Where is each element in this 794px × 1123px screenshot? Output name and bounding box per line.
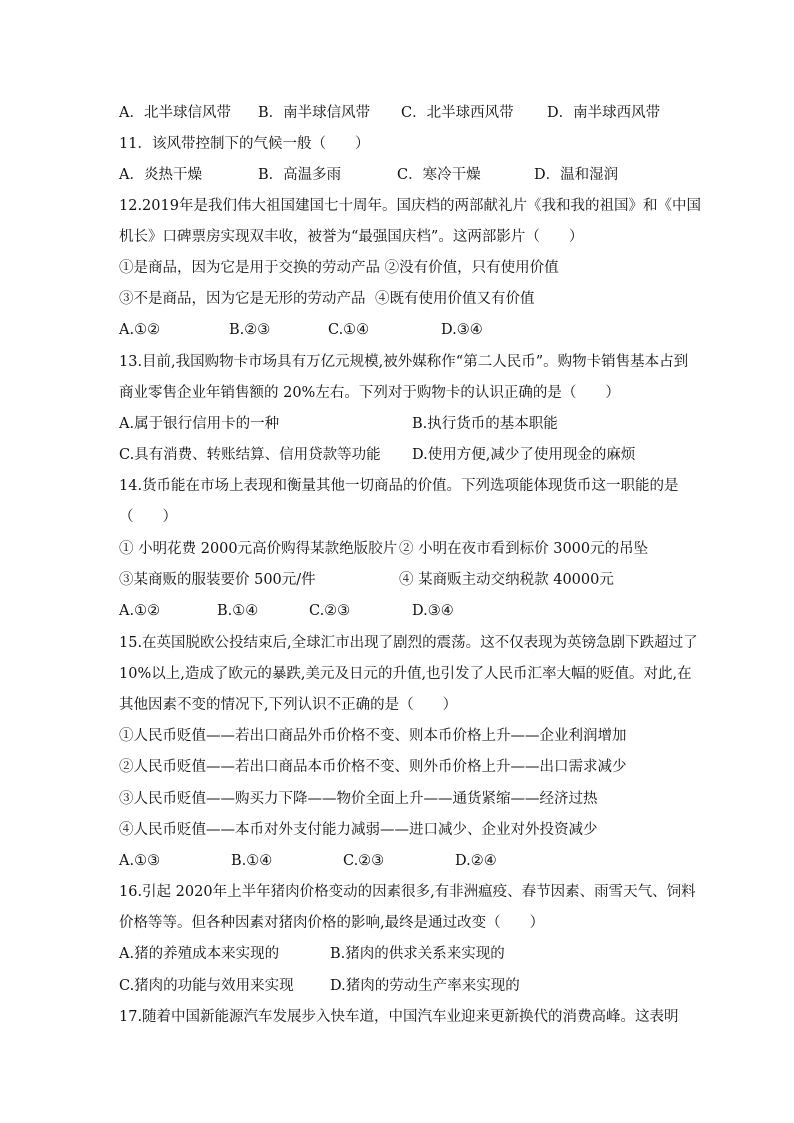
statement-text: ①人民币贬值——若出口商品外币价格不变、则本币价格上升——企业利润增加 [119, 728, 627, 744]
option-a: A.①② [119, 322, 161, 338]
option-a: A.属于银行信用卡的一种 [119, 416, 280, 432]
option-d: D．南半球西风带 [547, 105, 661, 121]
question-text: 15.在英国脱欧公投结束后,全球汇市出现了剧烈的震荡。这不仅表现为英镑急剧下跌超过了 [119, 635, 698, 651]
option-c: C.猪肉的功能与效用来实现 [119, 978, 294, 994]
option-c: C.②③ [343, 853, 385, 869]
question-text: 11．该风带控制下的气候一般（ ） [119, 136, 370, 152]
statement-2: ② 小明在夜市看到标价 3000元的吊坠 [399, 541, 649, 557]
statement-text: ④人民币贬值——本币对外支付能力减弱——进口减少、企业对外投资减少 [119, 822, 598, 838]
option-d: D.③④ [441, 322, 483, 338]
option-a: A.①③ [119, 853, 161, 869]
question-text: 机长》口碑票房实现双丰收，被誉为“最强国庆档”。这两部影片（ ） [119, 229, 584, 245]
option-d: D.使用方便,减少了使用现金的麻烦 [412, 447, 636, 463]
statement-4: ④ 某商贩主动交纳税款 40000元 [399, 572, 614, 588]
option-d: D.猪肉的劳动生产率来实现的 [330, 978, 520, 994]
statement-text: ①是商品，因为它是用于交换的劳动产品 ②没有价值，只有使用价值 [119, 260, 559, 276]
statement-text: ③人民币贬值——购买力下降——物价全面上升——通货紧缩——经济过热 [119, 791, 598, 807]
question-text: 17.随着中国新能源汽车发展步入快车道，中国汽车业迎来更新换代的消费高峰。这表明 [119, 1009, 679, 1025]
answer-blank: （ ） [119, 509, 177, 525]
question-text: 其他因素不变的情况下,下列认识不正确的是（ ） [119, 697, 458, 713]
option-b: B.①④ [231, 853, 273, 869]
option-c: C.②③ [309, 603, 351, 619]
option-c: C．北半球西风带 [401, 105, 514, 121]
option-d: D．温和湿润 [534, 167, 619, 183]
option-b: B.执行货币的基本职能 [412, 416, 558, 432]
option-d: D.②④ [455, 853, 497, 869]
question-text: 13.目前,我国购物卡市场具有万亿元规模,被外媒称作“第二人民币”。购物卡销售基本占到 [119, 354, 689, 370]
question-text: 价格等等。但各种因素对猪肉价格的影响,最终是通过改变（ ） [119, 915, 545, 931]
statement-4: ④既有使用价值又有价值 [375, 291, 535, 307]
option-a: A.①② [119, 603, 161, 619]
statement-3: ③不是商品，因为它是无形的劳动产品 [119, 291, 366, 307]
statement-3: ③某商贩的服装要价 500元/件 [119, 572, 316, 588]
option-b: B.①④ [217, 603, 259, 619]
option-c: C.①④ [328, 322, 370, 338]
question-text: 12.2019年是我们伟大祖国建国七十周年。国庆档的两部献礼片《我和我的祖国》和《中国 [119, 198, 701, 214]
option-b: B.猪肉的供求关系来实现的 [330, 946, 505, 962]
question-text: 14.货币能在市场上表现和衡量其他一切商品的价值。下列选项能体现货币这一职能的是 [119, 478, 679, 494]
option-d: D.③④ [412, 603, 454, 619]
option-a: A.猪的养殖成本来实现的 [119, 946, 280, 962]
statement-1: ① 小明花费 2000元高价购得某款绝版胶片 [119, 541, 398, 557]
question-text: 16.引起 2020年上半年猪肉价格变动的因素很多,有非洲瘟疫、春节因素、雨雪天气、饲料 [119, 884, 696, 900]
option-a: A．北半球信风带 [119, 105, 231, 121]
option-b: B．南半球信风带 [258, 105, 371, 121]
question-text: 商业零售企业年销售额的 20%左右。下列对于购物卡的认识正确的是（ ） [119, 385, 620, 401]
option-c: C．寒冷干燥 [397, 167, 481, 183]
option-b: B．高温多雨 [258, 167, 342, 183]
option-c: C.具有消费、转账结算、信用贷款等功能 [119, 447, 381, 463]
option-b: B.②③ [229, 322, 271, 338]
question-text: 10%以上,造成了欧元的暴跌,美元及日元的升值,也引发了人民币汇率大幅的贬值。对此,在 [119, 666, 692, 682]
statement-text: ②人民币贬值——若出口商品本币价格不变、则外币价格上升——出口需求减少 [119, 759, 627, 775]
option-a: A．炎热干燥 [119, 167, 202, 183]
